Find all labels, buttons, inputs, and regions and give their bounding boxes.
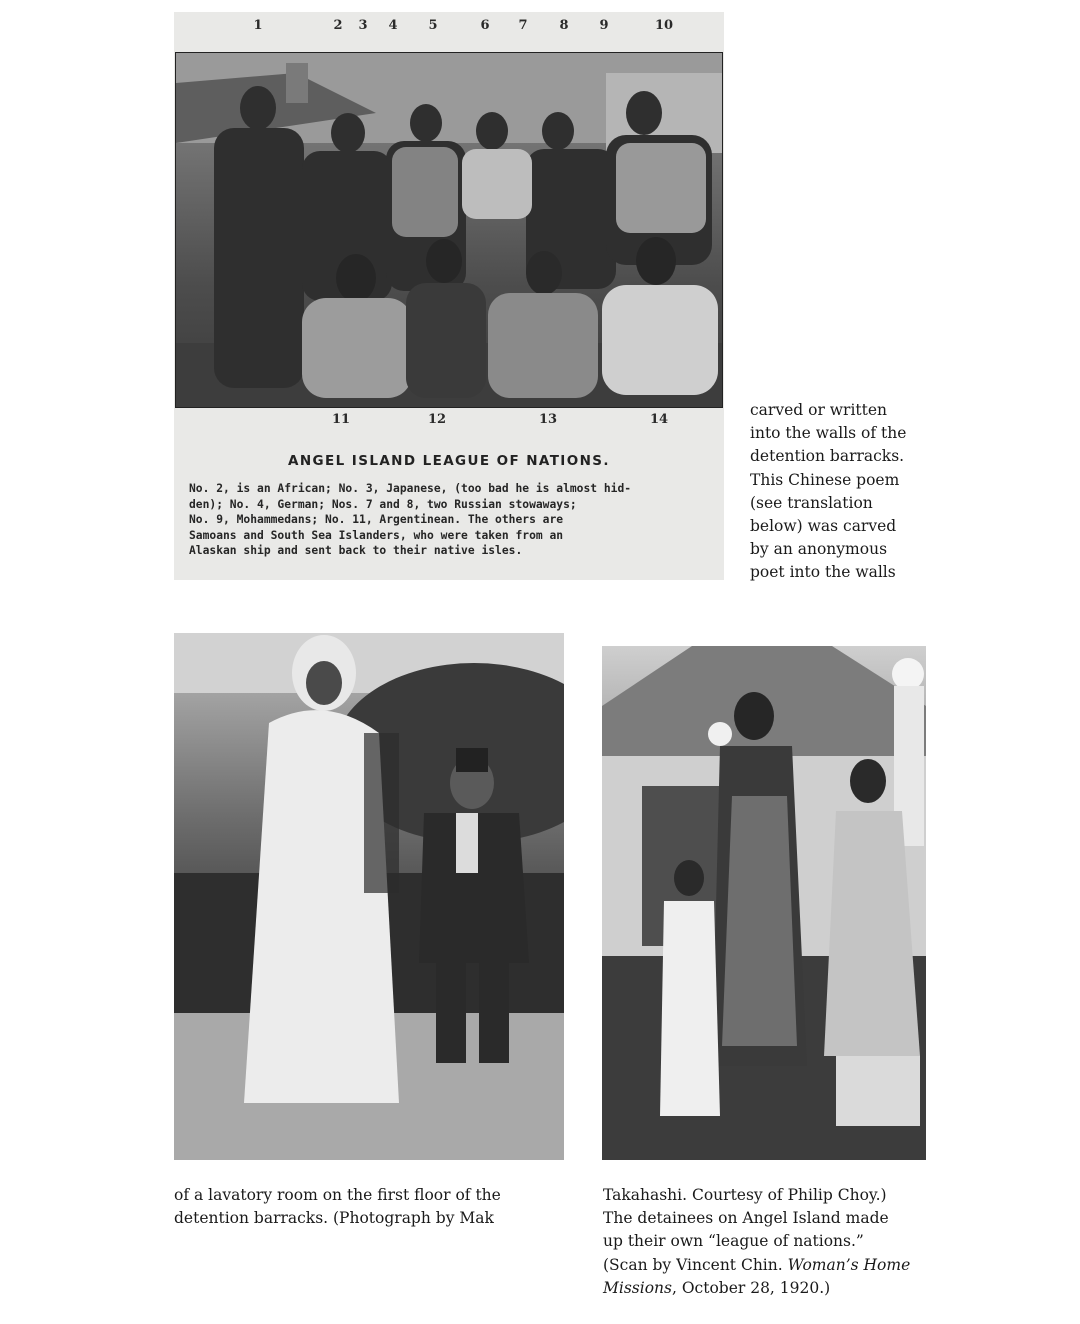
- publication-date: , October 28, 1920.): [671, 1278, 831, 1297]
- text-line: up their own “league of nations.”: [603, 1232, 864, 1251]
- publication-title-cont: Missions: [603, 1278, 672, 1297]
- person-number: 10: [654, 18, 674, 33]
- text-line: [603, 1254, 943, 1277]
- person-number: 8: [559, 18, 569, 33]
- text-line: Takahashi. Courtesy of Philip Choy.): [603, 1186, 887, 1204]
- caption-line: No. 9, Mohammedans; No. 11, Argentinean. The others are: [189, 513, 564, 526]
- person-number: 3: [358, 18, 368, 33]
- caption-line: den); No. 4, German; Nos. 7 and 8, two Russian stowaways;: [189, 497, 577, 511]
- group-photo: [175, 52, 723, 408]
- clipping-caption: [189, 481, 714, 559]
- family-photo: [602, 646, 926, 1160]
- person-number: 2: [333, 18, 343, 33]
- text-line: carved or written: [750, 401, 888, 419]
- person-number: 13: [538, 412, 558, 427]
- person-number: 7: [518, 18, 528, 33]
- top-number-row: [174, 18, 724, 48]
- mother-son-photo: [174, 633, 564, 1160]
- text-line: poet into the walls: [750, 563, 896, 582]
- caption-left: [174, 1184, 574, 1230]
- person-number: 14: [649, 412, 669, 427]
- caption-line: Samoans and South Sea Islanders, who were taken from an: [189, 528, 564, 542]
- scan-credit: (Scan by Vincent Chin.: [603, 1255, 788, 1274]
- text-line: into the walls of the: [750, 424, 907, 443]
- caption-line: Alaskan ship and sent back to their native isles.: [189, 544, 523, 557]
- text-line: of a lavatory room on the first floor of the: [174, 1186, 501, 1204]
- person-number: 1: [253, 18, 263, 33]
- newspaper-clipping: [174, 12, 724, 580]
- text-line: (see translation: [750, 493, 873, 512]
- caption-right: [603, 1184, 943, 1300]
- clipping-title: ANGEL ISLAND LEAGUE OF NATIONS.: [288, 453, 610, 469]
- text-line: The detainees on Angel Island made: [603, 1209, 889, 1228]
- bottom-number-row: [174, 412, 724, 442]
- person-number: 4: [388, 18, 398, 33]
- person-number: 6: [480, 18, 490, 33]
- person-number: 9: [599, 18, 609, 33]
- side-paragraph: [750, 399, 950, 585]
- person-number: 5: [428, 18, 438, 33]
- text-line: by an anonymous: [750, 540, 888, 559]
- caption-line: No. 2, is an African; No. 3, Japanese, (too bad he is almost hid-: [189, 482, 632, 495]
- text-line: below) was carved: [750, 517, 897, 536]
- person-number: 12: [427, 412, 447, 427]
- person-number: 11: [331, 412, 351, 427]
- publication-title: Woman’s Home: [787, 1255, 911, 1274]
- text-line: [603, 1277, 943, 1300]
- text-line: This Chinese poem: [750, 470, 900, 489]
- text-line: detention barracks.: [750, 447, 905, 466]
- text-line: detention barracks. (Photograph by Mak: [174, 1209, 494, 1228]
